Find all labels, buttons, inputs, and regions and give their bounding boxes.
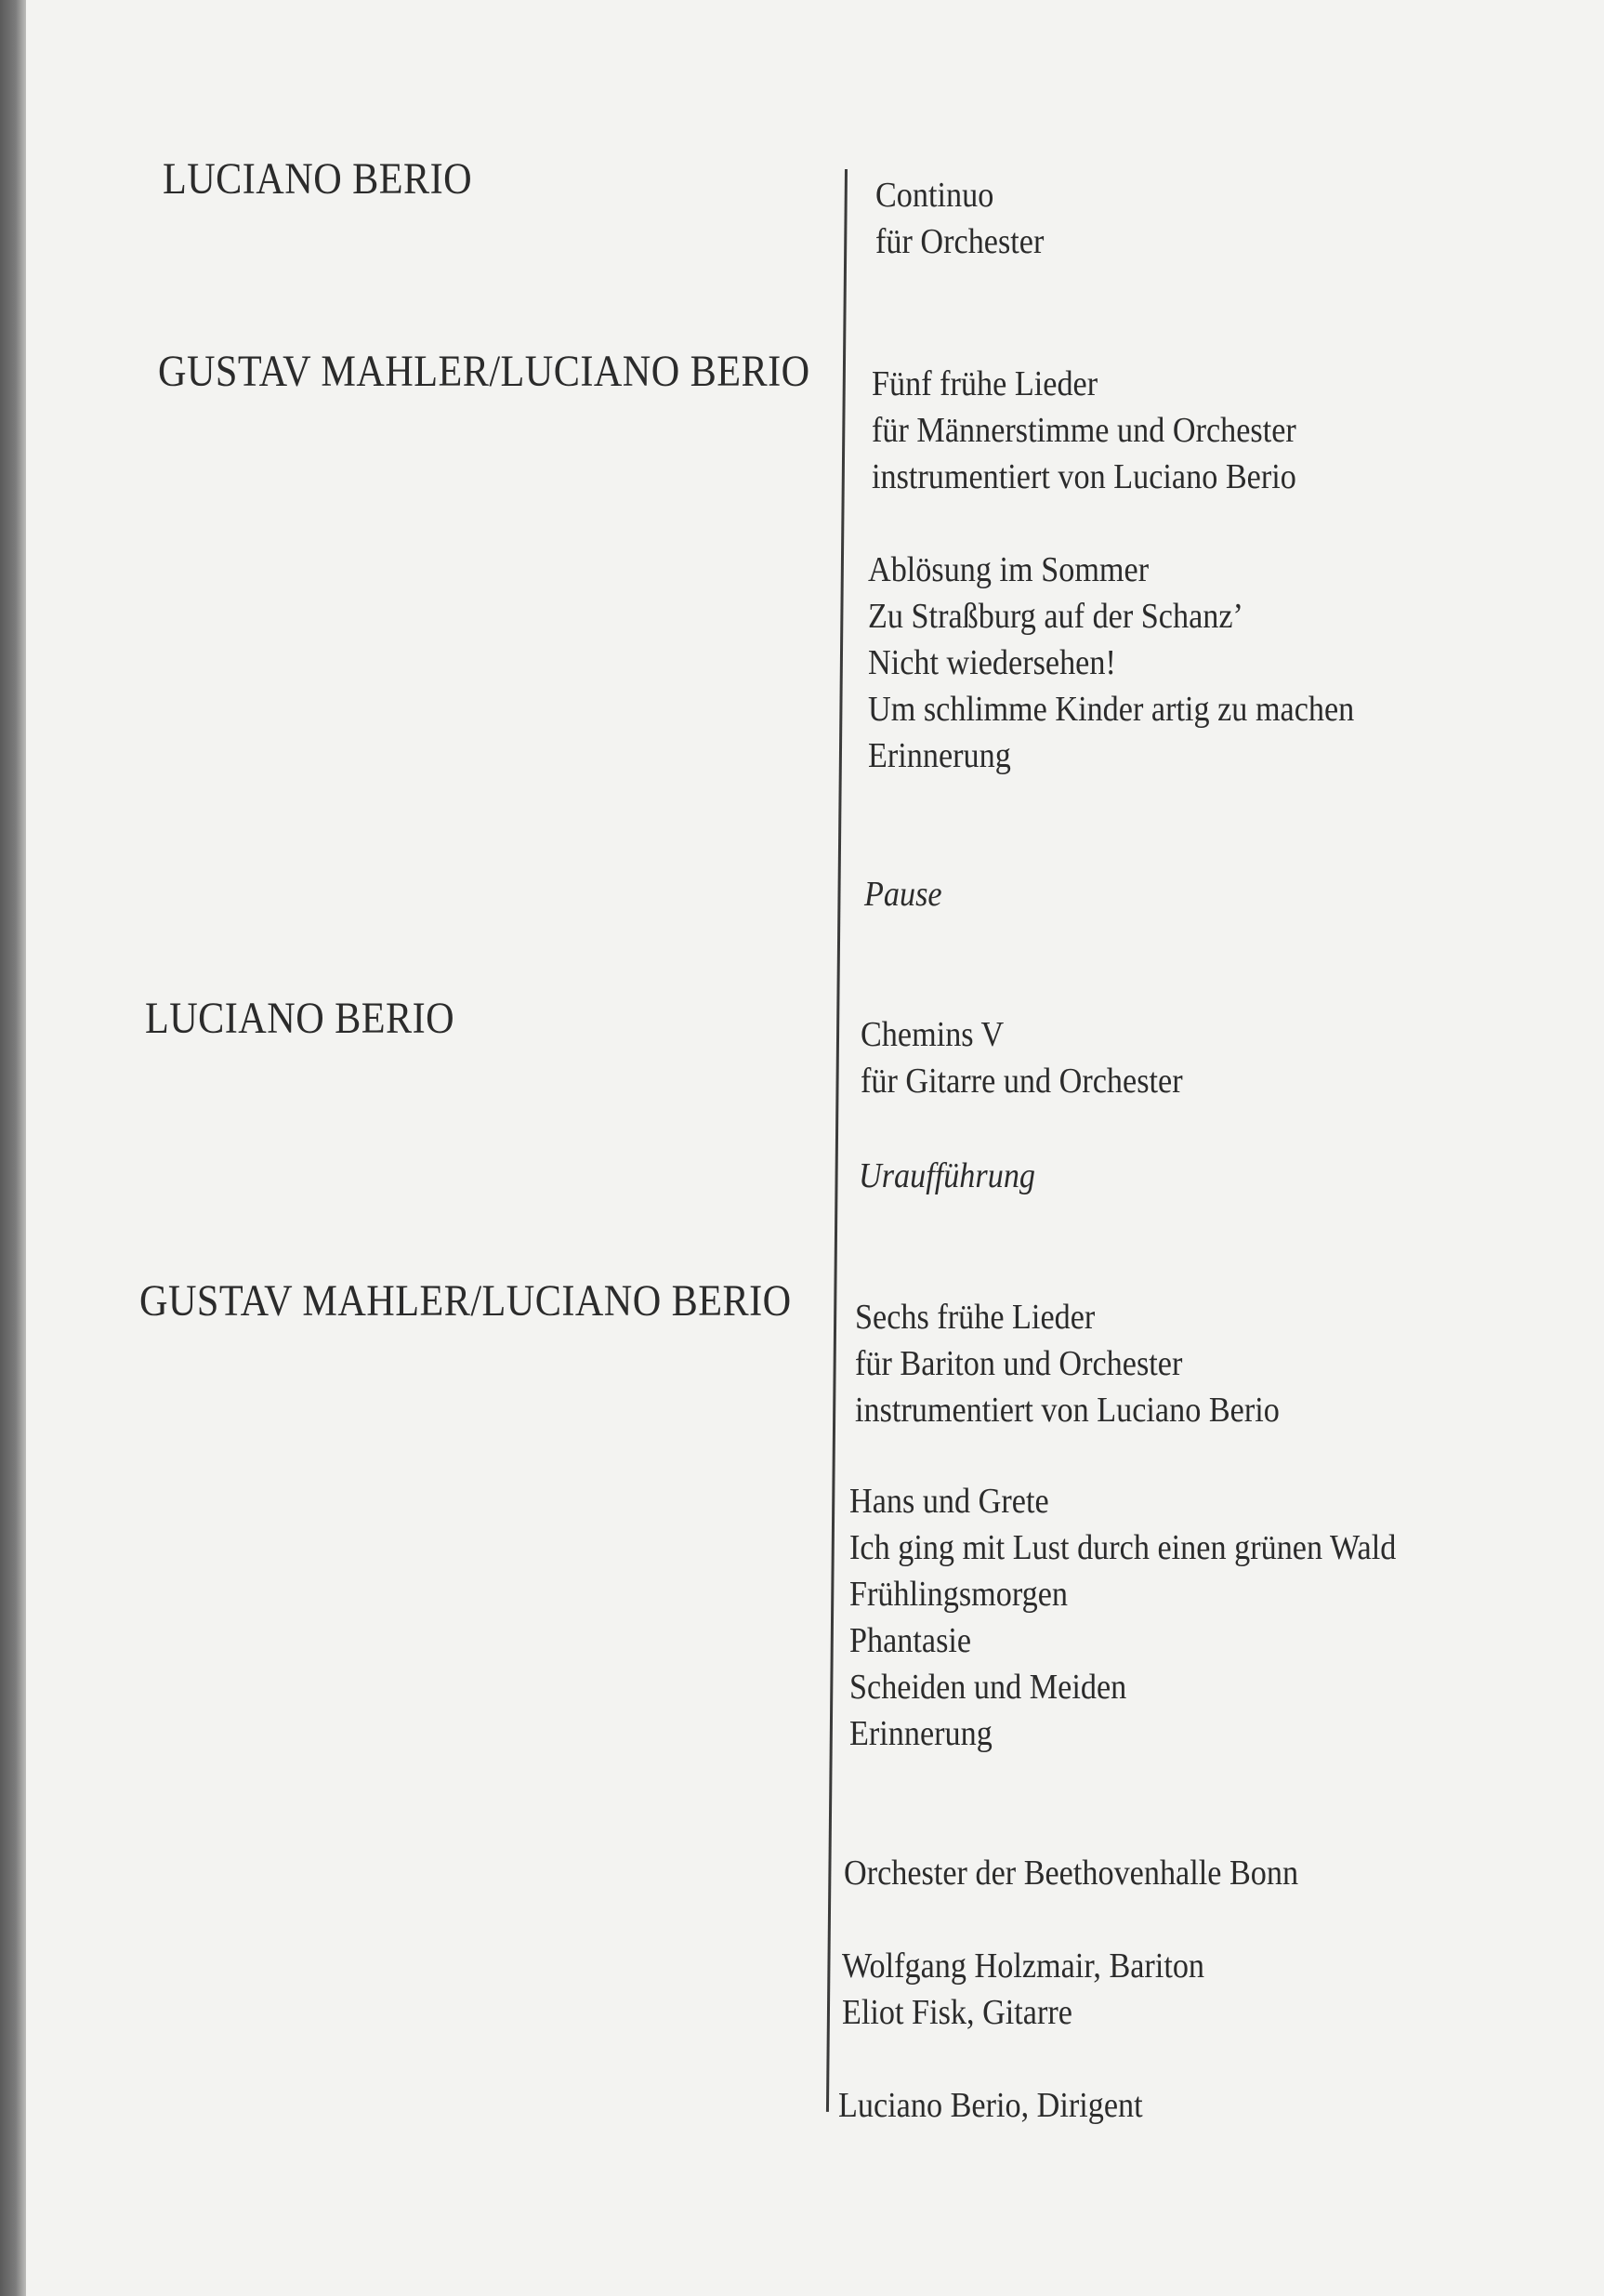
work-scoring: für Orchester: [875, 222, 1045, 261]
song-title: Zu Straßburg auf der Schanz’: [868, 597, 1243, 636]
song-title: Um schlimme Kinder artig zu machen: [868, 690, 1355, 729]
work-title: Sechs frühe Lieder: [855, 1298, 1096, 1337]
soloists-block: [842, 1943, 1244, 2036]
composer-name: LUCIANO BERIO: [145, 994, 455, 1043]
composer-name: GUSTAV MAHLER/LUCIANO BERIO: [158, 347, 810, 396]
work-arrangement: instrumentiert von Luciano Berio: [855, 1391, 1280, 1430]
soloist: Wolfgang Holzmair, Bariton: [842, 1946, 1205, 1986]
work-scoring: für Gitarre und Orchester: [861, 1062, 1183, 1101]
scan-edge-shadow: [0, 0, 26, 2296]
orchestra-name: Orchester der Beethovenhalle Bonn: [844, 1854, 1299, 1893]
song-title: Erinnerung: [849, 1714, 993, 1753]
premiere-text: Uraufführung: [859, 1156, 1036, 1195]
work-title-block: [855, 1294, 1327, 1433]
orchestra-block: [844, 1850, 1348, 1896]
work-arrangement: instrumentiert von Luciano Berio: [872, 457, 1296, 496]
work-title: Continuo: [875, 176, 994, 215]
interval-text: Pause: [864, 875, 942, 914]
soloist: Eliot Fisk, Gitarre: [842, 1993, 1072, 2032]
program-page: [26, 0, 1604, 2296]
song-title: Ablösung im Sommer: [868, 550, 1150, 589]
conductor-block: [838, 2082, 1177, 2129]
song-title: Frühlingsmorgen: [849, 1575, 1068, 1614]
work-title-block: [861, 1011, 1218, 1104]
song-title: Nicht wiedersehen!: [868, 643, 1116, 682]
composer-name: GUSTAV MAHLER/LUCIANO BERIO: [139, 1276, 792, 1326]
song-list: [868, 547, 1408, 779]
song-title: Scheiden und Meiden: [849, 1668, 1127, 1707]
composer-name: LUCIANO BERIO: [163, 154, 473, 204]
premiere-note: [859, 1153, 1055, 1199]
song-title: Hans und Grete: [849, 1482, 1049, 1521]
song-title: Phantasie: [849, 1621, 972, 1660]
song-list: [849, 1478, 1457, 1757]
song-title: Erinnerung: [868, 736, 1011, 775]
work-title-block: [875, 172, 1063, 265]
work-scoring: für Männerstimme und Orchester: [872, 411, 1296, 450]
conductor-name: Luciano Berio, Dirigent: [838, 2086, 1143, 2125]
work-title: Fünf frühe Lieder: [872, 364, 1098, 403]
work-title-block: [872, 361, 1344, 500]
interval-label: [864, 871, 951, 917]
work-title: Chemins V: [861, 1015, 1005, 1054]
song-title: Ich ging mit Lust durch einen grünen Wald: [849, 1528, 1397, 1567]
work-scoring: für Bariton und Orchester: [855, 1344, 1183, 1383]
